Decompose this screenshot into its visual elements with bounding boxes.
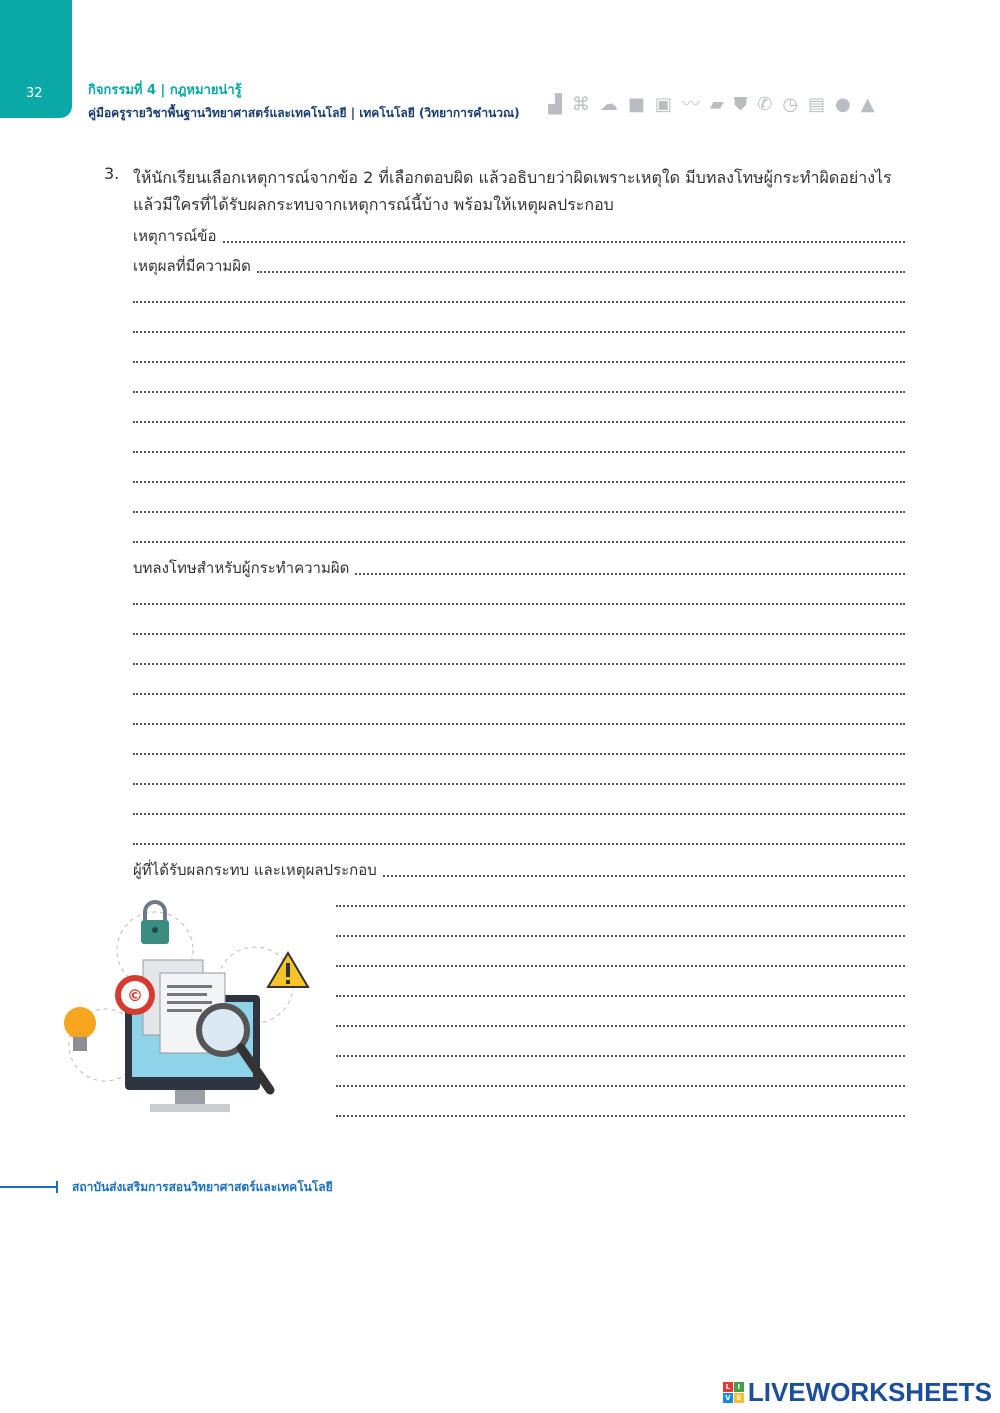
footer-rule [0,1186,58,1188]
answer-line[interactable] [133,723,905,725]
answer-row[interactable] [133,828,905,850]
answer-line[interactable] [257,271,905,273]
answer-line[interactable] [336,995,905,997]
padlock-icon [141,902,169,944]
lock-icon: ▲ [860,94,875,115]
reason-label: เหตุผลที่มีความผิด [133,257,251,275]
photo-icon: ▤ [808,94,826,115]
answer-row[interactable] [336,1010,905,1032]
answer-row[interactable] [133,648,905,670]
speech-icon: ● [835,94,851,115]
answer-line[interactable] [133,843,905,845]
answer-row[interactable] [336,1100,905,1122]
event-line[interactable] [133,226,905,248]
question-number: 3. [104,164,120,183]
shield-icon: ⛊ [733,94,748,115]
answer-row[interactable] [336,980,905,1002]
answer-row[interactable] [133,708,905,730]
answer-row[interactable] [336,920,905,942]
reason-line[interactable] [133,256,905,278]
cloud-icon: ☁ [599,94,618,115]
penalty-label: บทลงโทษสำหรับผู้กระทำความผิด [133,559,350,577]
answer-row[interactable] [133,798,905,820]
answer-line[interactable] [133,481,905,483]
clock-icon: ◷ [782,94,799,115]
answer-line[interactable] [133,541,905,543]
answer-row[interactable] [133,436,905,458]
answer-line[interactable] [133,693,905,695]
answer-row[interactable] [133,376,905,398]
network-icon: ⌘ [571,94,590,115]
answer-row[interactable] [336,1040,905,1062]
answer-line[interactable] [133,783,905,785]
answer-line[interactable] [133,361,905,363]
copyright-icon [115,975,155,1015]
answer-line[interactable] [133,511,905,513]
answer-line[interactable] [133,331,905,333]
phone-icon: ✆ [757,94,773,115]
page-number: 32 [26,86,43,101]
answer-row[interactable] [133,678,905,700]
cyber-law-illustration [55,895,325,1125]
answer-line[interactable] [133,451,905,453]
question-text: ให้นักเรียนเลือกเหตุการณ์จากข้อ 2 ที่เลือกตอบผิด แล้วอธิบายว่าผิดเพราะเหตุใด มีบทลงโทษผู้กระทำผิดอย่างไร แล้วมีใครที่ได้รับผลกระทบจากเหตุการณ์นี้บ้าง พร้อมให้เหตุผลประกอบ [133,168,892,214]
answer-line[interactable] [336,935,905,937]
answer-row[interactable] [133,316,905,338]
answer-row[interactable] [336,1070,905,1092]
answer-row[interactable] [133,346,905,368]
answer-row[interactable] [336,950,905,972]
warning-icon [268,953,308,987]
answer-row[interactable] [133,768,905,790]
answer-line[interactable] [336,1025,905,1027]
answer-line[interactable] [133,813,905,815]
answer-line[interactable] [133,301,905,303]
answer-row[interactable] [336,890,905,912]
answer-line[interactable] [133,663,905,665]
square-icon: ■ [627,94,645,115]
factory-icon: ▟ [548,94,562,115]
answer-row[interactable] [133,286,905,308]
logo-text: LIVEWORKSHEETS [747,1377,992,1407]
answer-row[interactable] [133,466,905,488]
answer-row[interactable] [133,526,905,548]
answer-line[interactable] [223,241,906,243]
answer-line[interactable] [133,421,905,423]
penalty-line[interactable] [133,558,905,580]
answer-line[interactable] [133,633,905,635]
activity-title: กิจกรรมที่ 4 | กฎหมายน่ารู้ [88,83,242,98]
logo-letter: E [734,1393,744,1403]
answer-line[interactable] [355,573,905,575]
answer-line[interactable] [133,391,905,393]
answer-row[interactable] [133,496,905,518]
answer-row[interactable] [133,738,905,760]
svg-text:©: © [127,986,143,1005]
affected-line[interactable] [133,860,905,882]
liveworksheets-logo[interactable] [723,1377,992,1408]
answer-line[interactable] [336,1115,905,1117]
event-label: เหตุการณ์ข้อ [133,227,217,245]
footer-rule-tick [56,1181,58,1193]
logo-letter: I [734,1382,744,1392]
affected-label: ผู้ที่ได้รับผลกระทบ และเหตุผลประกอบ [133,861,377,879]
answer-line[interactable] [336,1085,905,1087]
logo-badge [723,1382,744,1403]
answer-line[interactable] [336,905,905,907]
answer-line[interactable] [133,603,905,605]
answer-line[interactable] [336,965,905,967]
answer-row[interactable] [133,588,905,610]
answer-row[interactable] [133,406,905,428]
book-subtitle: คู่มือครูรายวิชาพื้นฐานวิทยาศาสตร์และเทคโนโลยี | เทคโนโลยี (วิทยาการคำนวณ) [88,106,520,120]
answer-line[interactable] [133,753,905,755]
map-icon: ▰ [709,94,724,115]
answer-line[interactable] [383,875,905,877]
footer-institution: สถาบันส่งเสริมการสอนวิทยาศาสตร์และเทคโนโลยี [72,1180,333,1194]
cable-icon: 〰 [681,94,700,115]
chat-icon: ▣ [654,94,672,115]
answer-row[interactable] [133,618,905,640]
header-icon-strip [548,90,993,120]
logo-letter: V [723,1393,733,1403]
logo-letter: L [723,1382,733,1392]
answer-line[interactable] [336,1055,905,1057]
